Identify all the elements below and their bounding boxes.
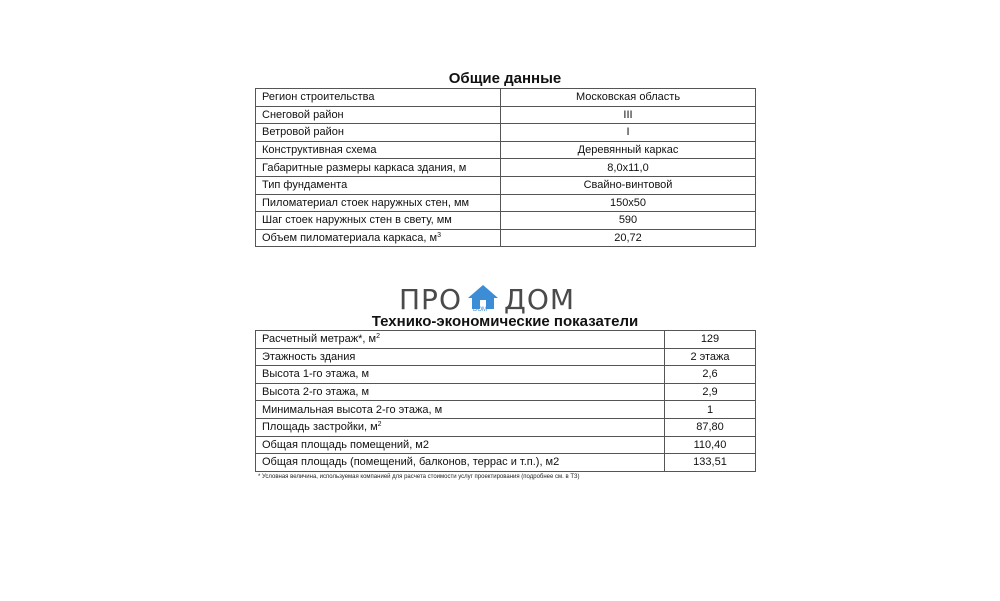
row-key: Тип фундамента (256, 176, 501, 194)
row-value: 590 (501, 212, 756, 230)
footnote: * Условная величина, используемая компанией для расчета стоимости услуг проектирования (подробнее см. в ТЗ) (258, 474, 580, 480)
row-key: Объем пиломатериала каркаса, $м^3$ (256, 229, 501, 247)
row-value: Свайно-винтовой (501, 176, 756, 194)
row-value: 1 (665, 401, 756, 419)
row-value: Московская область (501, 89, 756, 107)
logo-sub-text: DOM (472, 307, 487, 313)
table-row (256, 124, 756, 142)
row-key: Регион строительства (256, 89, 501, 107)
row-value: 20,72 (501, 229, 756, 247)
row-value: 133,51 (665, 454, 756, 472)
table-row (256, 366, 756, 384)
row-value: 8,0x11,0 (501, 159, 756, 177)
row-value: 2,6 (665, 366, 756, 384)
table-row (256, 229, 756, 247)
row-value: 2 этажа (665, 348, 756, 366)
table-row (256, 383, 756, 401)
row-value: 129 (665, 331, 756, 349)
pro-dom-logo (399, 283, 575, 315)
row-key: Конструктивная схема (256, 141, 501, 159)
table-row (256, 159, 756, 177)
table-row (256, 141, 756, 159)
table-row (256, 106, 756, 124)
row-key: Минимальная высота 2-го этажа, м (256, 401, 665, 419)
row-value: I (501, 124, 756, 142)
table-row (256, 436, 756, 454)
row-value: 110,40 (665, 436, 756, 454)
tech-indicators-title: Технико-экономические показатели (371, 313, 639, 330)
row-key: Снеговой район (256, 106, 501, 124)
row-value: III (501, 106, 756, 124)
table-row (256, 401, 756, 419)
row-key: Расчетный метраж*, $м^2$ (256, 331, 665, 349)
row-value: Деревянный каркас (501, 141, 756, 159)
general-data-title: Общие данные (448, 70, 562, 87)
logo-text-left: ПРО (399, 282, 462, 316)
table-row (256, 212, 756, 230)
row-key: Общая площадь (помещений, балконов, террас и т.п.), м2 (256, 454, 665, 472)
general-data-table (255, 88, 756, 247)
table-row (256, 454, 756, 472)
row-value: 2,9 (665, 383, 756, 401)
house-icon (466, 283, 500, 315)
row-key: Высота 1-го этажа, м (256, 366, 665, 384)
row-key: Пиломатериал стоек наружных стен, мм (256, 194, 501, 212)
row-key: Этажность здания (256, 348, 665, 366)
row-key: Общая площадь помещений, м2 (256, 436, 665, 454)
row-key: Ветровой район (256, 124, 501, 142)
table-row (256, 418, 756, 436)
row-key: Площадь застройки, $м^2$ (256, 418, 665, 436)
table-row (256, 194, 756, 212)
row-value: 87,80 (665, 418, 756, 436)
row-key: Габаритные размеры каркаса здания, м (256, 159, 501, 177)
table-row (256, 331, 756, 349)
table-row (256, 176, 756, 194)
row-key: Шаг стоек наружных стен в свету, мм (256, 212, 501, 230)
table-row (256, 348, 756, 366)
logo-text-right: ДОМ (503, 282, 576, 316)
row-key: Высота 2-го этажа, м (256, 383, 665, 401)
table-row (256, 89, 756, 107)
tech-indicators-table (255, 330, 756, 472)
row-value: 150x50 (501, 194, 756, 212)
